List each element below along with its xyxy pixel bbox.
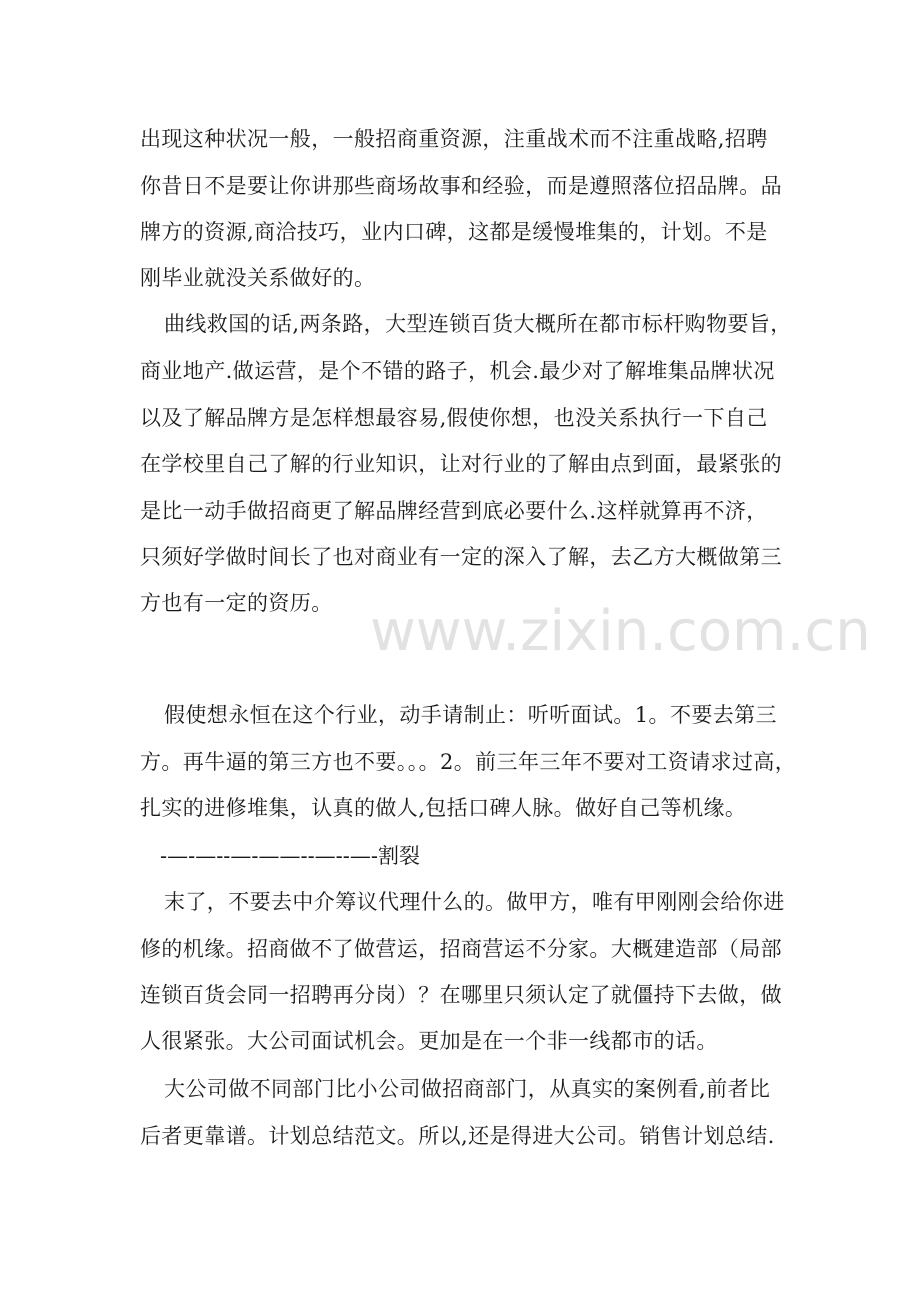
section-separator: -—-—--—-——--—--—-割裂	[160, 844, 420, 868]
paragraph-4-line-4: 人很紧张。大公司面试机会。更加是在一个非一线都市的话。	[140, 1029, 718, 1053]
paragraph-1-line-2: 你昔日不是要让你讲那些商场故事和经验，而是遵照落位招品牌。品	[140, 174, 782, 198]
paragraph-2-line-1: 曲线救国的话,两条路，大型连锁百货大概所在都市标杆购物要旨，	[164, 312, 792, 336]
paragraph-2-line-3: 以及了解品牌方是怎样想最容易,假使你想，也没关系执行一下自己	[140, 406, 768, 430]
paragraph-3-line-2: 方。再牛逼的第三方也不要。。。2。前三年三年不要对工资请求过高，	[140, 750, 797, 774]
paragraph-1-line-1: 出现这种状况一般，一般招商重资源，注重战术而不注重战略,招聘	[140, 127, 768, 151]
paragraph-2-line-7: 方也有一定的资历。	[140, 591, 333, 615]
paragraph-2-line-2: 商业地产.做运营，是个不错的路子，机会.最少对了解堆集品牌状况	[140, 359, 775, 383]
paragraph-4-line-2: 修的机缘。招商做不了做营运，招商营运不分家。大概建造部（局部	[140, 937, 782, 961]
paragraph-1-line-4: 刚毕业就没关系做好的。	[140, 266, 376, 290]
paragraph-3-line-1: 假使想永恒在这个行业，动手请制止：听听面试。1。不要去第三	[164, 703, 777, 727]
paragraph-4-line-1: 末了，不要去中介筹议代理什么的。做甲方，唯有甲刚刚会给你进	[164, 890, 785, 914]
paragraph-4-line-3: 连锁百货会同一招聘再分岗）？在哪里只须认定了就僵持下去做，做	[140, 983, 782, 1007]
paragraph-5-line-2: 后者更靠谱。计划总结范文。所以,还是得进大公司。销售计划总结.	[140, 1124, 775, 1148]
paragraph-2-line-6: 只须好学做时间长了也对商业有一定的深入了解，去乙方大概做第三	[140, 545, 782, 569]
paragraph-3-line-3: 扎实的进修堆集，认真的做人,包括口碑人脉。做好自己等机缘。	[140, 796, 747, 820]
paragraph-5-line-1: 大公司做不同部门比小公司做招商部门，从真实的案例看,前者比	[164, 1077, 771, 1101]
paragraph-1-line-3: 牌方的资源,商洽技巧，业内口碑，这都是缓慢堆集的，计划。不是	[140, 220, 768, 244]
paragraph-2-line-5: 是比一动手做招商更了解品牌经营到底必要什么.这样就算再不济，	[140, 499, 768, 523]
paragraph-2-line-4: 在学校里自己了解的行业知识，让对行业的了解由点到面，最紧张的	[140, 452, 782, 476]
watermark: www.zixin.com.cn	[370, 599, 871, 664]
